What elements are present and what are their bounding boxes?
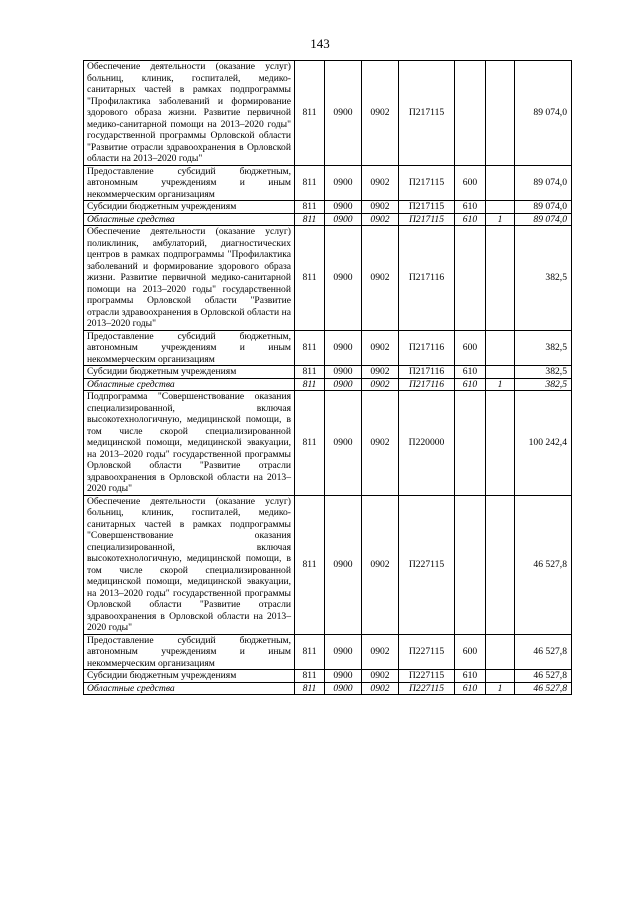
row-description: Областные средства [84, 378, 295, 391]
row-subsection-code: 0902 [362, 391, 399, 496]
row-grbs-code: 811 [295, 378, 325, 391]
row-subsection-code: 0902 [362, 682, 399, 695]
row-target-article: П217116 [399, 366, 455, 379]
table-row [84, 670, 572, 683]
row-amount: 89 074,0 [515, 61, 572, 166]
row-subsection-code: 0902 [362, 330, 399, 366]
row-funding-source [486, 330, 515, 366]
row-expense-type: 610 [455, 213, 486, 226]
row-expense-type: 610 [455, 378, 486, 391]
row-grbs-code: 811 [295, 201, 325, 214]
row-funding-source [486, 201, 515, 214]
row-expense-type: 610 [455, 201, 486, 214]
row-section-code: 0900 [325, 330, 362, 366]
row-amount: 89 074,0 [515, 201, 572, 214]
row-expense-type: 610 [455, 682, 486, 695]
row-description: Обеспечение деятельности (оказание услуг) больниц, клиник, госпиталей, медико-санитарных частей в рамках подпрограммы "Совершенствование оказания специализированной, включая высокотехнологичную, медицинской помощи, в том числе скорой специализированной медицинской помощи, медицинской эвакуации, на 2013–2020 годы" государственной программы Орловской области "Развитие отрасли здравоохранения в Орловской области на 2013–2020 годы" [84, 495, 295, 634]
row-target-article: П217116 [399, 330, 455, 366]
row-grbs-code: 811 [295, 495, 325, 634]
row-subsection-code: 0902 [362, 213, 399, 226]
row-target-article: П217115 [399, 61, 455, 166]
row-amount: 46 527,8 [515, 682, 572, 695]
row-funding-source: 1 [486, 213, 515, 226]
row-section-code: 0900 [325, 495, 362, 634]
row-expense-type [455, 391, 486, 496]
table-row [84, 391, 572, 496]
row-funding-source [486, 226, 515, 331]
row-target-article: П217115 [399, 213, 455, 226]
row-funding-source [486, 165, 515, 201]
row-section-code: 0900 [325, 61, 362, 166]
row-subsection-code: 0902 [362, 670, 399, 683]
row-target-article: П217116 [399, 378, 455, 391]
row-expense-type: 600 [455, 634, 486, 670]
table-row [84, 634, 572, 670]
row-subsection-code: 0902 [362, 165, 399, 201]
table-row [84, 378, 572, 391]
row-section-code: 0900 [325, 634, 362, 670]
row-subsection-code: 0902 [362, 634, 399, 670]
row-funding-source [486, 366, 515, 379]
row-section-code: 0900 [325, 670, 362, 683]
row-amount: 382,5 [515, 378, 572, 391]
row-funding-source [486, 61, 515, 166]
row-section-code: 0900 [325, 201, 362, 214]
row-section-code: 0900 [325, 682, 362, 695]
row-description: Предоставление субсидий бюджетным, автономным учреждениям и иным некоммерческим организациям [84, 634, 295, 670]
row-description: Областные средства [84, 213, 295, 226]
row-description: Обеспечение деятельности (оказание услуг) поликлиник, амбулаторий, диагностических центров в рамках подпрограммы "Профилактика заболеваний и формирование здорового образа жизни. Развитие первичной медико-санитарной помощи на 2013–2020 годы" государственной программы Орловской области "Развитие отрасли здравоохранения в Орловской области на 2013–2020 годы" [84, 226, 295, 331]
row-section-code: 0900 [325, 213, 362, 226]
table-row [84, 213, 572, 226]
page-number: 143 [310, 36, 330, 51]
row-description: Субсидии бюджетным учреждениям [84, 366, 295, 379]
row-expense-type [455, 495, 486, 634]
row-funding-source: 1 [486, 378, 515, 391]
row-grbs-code: 811 [295, 330, 325, 366]
row-amount: 382,5 [515, 366, 572, 379]
row-grbs-code: 811 [295, 366, 325, 379]
table-row [84, 366, 572, 379]
row-subsection-code: 0902 [362, 378, 399, 391]
row-amount: 100 242,4 [515, 391, 572, 496]
row-section-code: 0900 [325, 165, 362, 201]
row-amount: 46 527,8 [515, 670, 572, 683]
row-target-article: П227115 [399, 634, 455, 670]
table-row [84, 495, 572, 634]
table-row [84, 330, 572, 366]
row-grbs-code: 811 [295, 634, 325, 670]
row-expense-type [455, 61, 486, 166]
row-target-article: П217116 [399, 226, 455, 331]
row-target-article: П227115 [399, 682, 455, 695]
row-target-article: П220000 [399, 391, 455, 496]
row-grbs-code: 811 [295, 391, 325, 496]
row-funding-source [486, 495, 515, 634]
row-description: Предоставление субсидий бюджетным, автономным учреждениям и иным некоммерческим организациям [84, 165, 295, 201]
row-funding-source [486, 634, 515, 670]
row-expense-type [455, 226, 486, 331]
row-amount: 46 527,8 [515, 495, 572, 634]
row-description: Предоставление субсидий бюджетным, автономным учреждениям и иным некоммерческим организациям [84, 330, 295, 366]
row-grbs-code: 811 [295, 682, 325, 695]
budget-table-body [84, 61, 572, 695]
row-subsection-code: 0902 [362, 201, 399, 214]
row-section-code: 0900 [325, 366, 362, 379]
row-section-code: 0900 [325, 378, 362, 391]
row-amount: 46 527,8 [515, 634, 572, 670]
budget-table [83, 60, 572, 695]
row-description: Подпрограмма "Совершенствование оказания специализированной, включая высокотехнологичную, медицинской помощи, в том числе скорой специализированной медицинской помощи, медицинской эвакуации, на 2013–2020 годы" государственной программы Орловской области "Развитие отрасли здравоохранения в Орловской области на 2013–2020 годы" [84, 391, 295, 496]
row-expense-type: 600 [455, 165, 486, 201]
table-row [84, 165, 572, 201]
row-description: Обеспечение деятельности (оказание услуг) больниц, клиник, госпиталей, медико-санитарных частей в рамках подпрограммы "Профилактика заболеваний и формирование здорового образа жизни. Развитие первичной медико-санитарной помощи на 2013–2020 годы" государственной программы Орловской области "Развитие отрасли здравоохранения в Орловской области на 2013–2020 годы" [84, 61, 295, 166]
row-section-code: 0900 [325, 226, 362, 331]
row-amount: 382,5 [515, 226, 572, 331]
row-funding-source: 1 [486, 682, 515, 695]
row-subsection-code: 0902 [362, 366, 399, 379]
row-subsection-code: 0902 [362, 495, 399, 634]
table-row [84, 61, 572, 166]
row-expense-type: 600 [455, 330, 486, 366]
row-target-article: П227115 [399, 670, 455, 683]
row-funding-source [486, 391, 515, 496]
row-grbs-code: 811 [295, 165, 325, 201]
row-expense-type: 610 [455, 670, 486, 683]
row-target-article: П217115 [399, 165, 455, 201]
row-target-article: П217115 [399, 201, 455, 214]
row-description: Субсидии бюджетным учреждениям [84, 201, 295, 214]
row-grbs-code: 811 [295, 61, 325, 166]
row-amount: 89 074,0 [515, 165, 572, 201]
row-section-code: 0900 [325, 391, 362, 496]
row-amount: 382,5 [515, 330, 572, 366]
row-grbs-code: 811 [295, 226, 325, 331]
row-description: Субсидии бюджетным учреждениям [84, 670, 295, 683]
table-row [84, 201, 572, 214]
row-subsection-code: 0902 [362, 226, 399, 331]
row-grbs-code: 811 [295, 670, 325, 683]
table-row [84, 226, 572, 331]
row-expense-type: 610 [455, 366, 486, 379]
row-description: Областные средства [84, 682, 295, 695]
table-row [84, 682, 572, 695]
row-amount: 89 074,0 [515, 213, 572, 226]
row-target-article: П227115 [399, 495, 455, 634]
row-grbs-code: 811 [295, 213, 325, 226]
row-funding-source [486, 670, 515, 683]
row-subsection-code: 0902 [362, 61, 399, 166]
